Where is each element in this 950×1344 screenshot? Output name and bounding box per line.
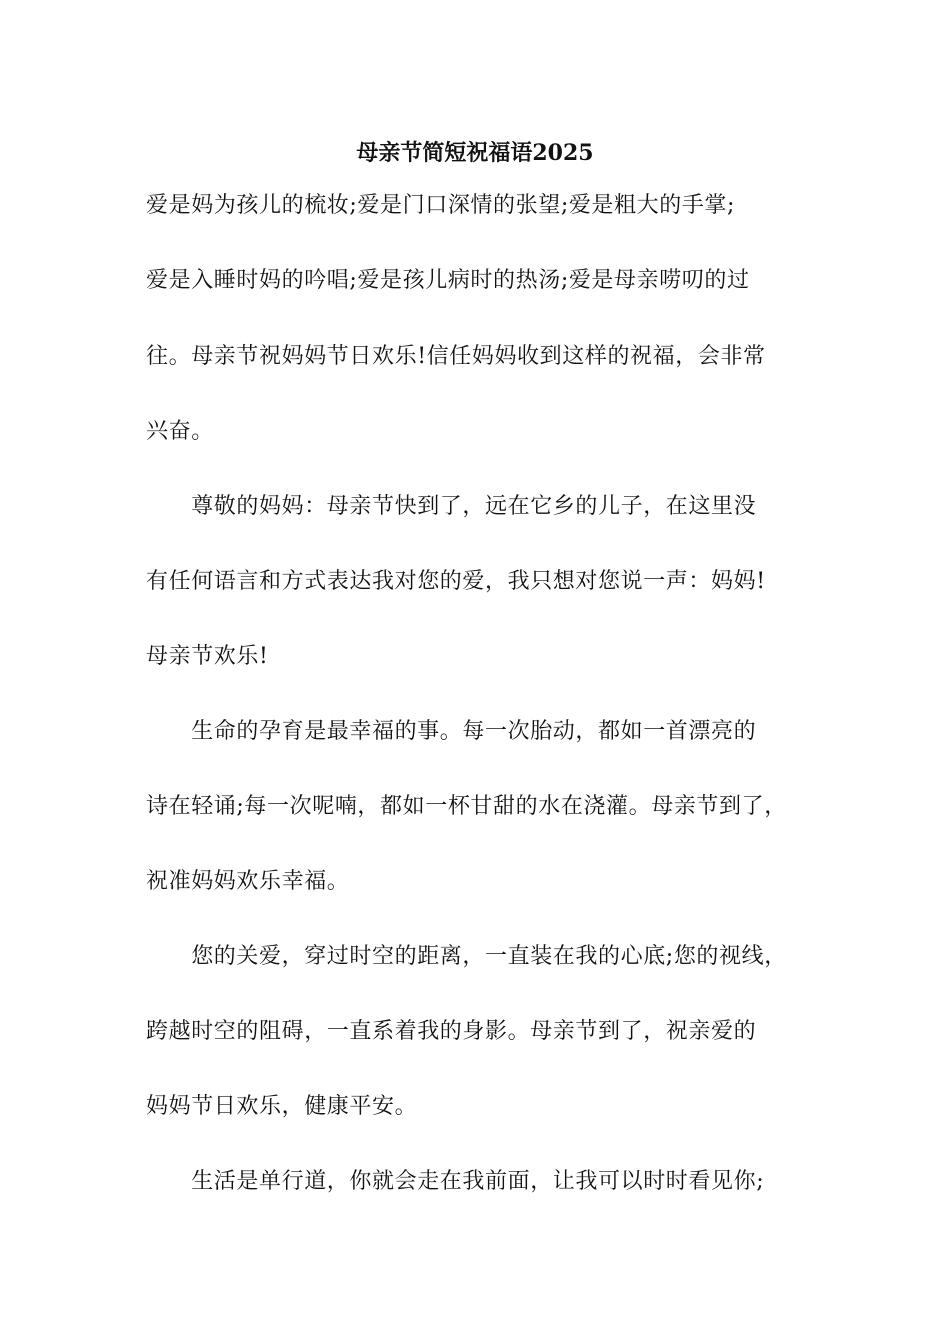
body-line-6: 有任何语言和方式表达我对您的爱，我只想对您说一声：妈妈! bbox=[146, 569, 766, 594]
body-line-5: 尊敬的妈妈：母亲节快到了，远在它乡的儿子，在这里没 bbox=[146, 494, 757, 519]
body-line-3: 往。母亲节祝妈妈节日欢乐!信任妈妈收到这样的祝福，会非常 bbox=[146, 344, 766, 369]
body-line-4: 兴奋。 bbox=[146, 419, 214, 444]
body-line-7: 母亲节欢乐! bbox=[146, 644, 269, 669]
body-line-10: 祝准妈妈欢乐幸福。 bbox=[146, 869, 350, 894]
document-title: 母亲节简短祝福语2025 bbox=[356, 140, 594, 166]
body-line-12: 跨越时空的阻碍，一直系着我的身影。母亲节到了，祝亲爱的 bbox=[146, 1019, 757, 1044]
body-line-9: 诗在轻诵;每一次呢喃，都如一杯甘甜的水在浇灌。母亲节到了， bbox=[146, 794, 787, 819]
body-line-11: 您的关爱，穿过时空的距离，一直装在我的心底;您的视线， bbox=[146, 944, 787, 969]
body-line-13: 妈妈节日欢乐，健康平安。 bbox=[146, 1094, 418, 1119]
body-line-14: 生活是单行道，你就会走在我前面，让我可以时时看见你; bbox=[146, 1169, 765, 1194]
body-line-8: 生命的孕育是最幸福的事。每一次胎动，都如一首漂亮的 bbox=[146, 719, 757, 744]
body-line-2: 爱是入睡时妈的吟唱;爱是孩儿病时的热汤;爱是母亲唠叨的过 bbox=[146, 268, 750, 293]
body-line-1: 爱是妈为孩儿的梳妆;爱是门口深情的张望;爱是粗大的手掌; bbox=[146, 193, 736, 218]
